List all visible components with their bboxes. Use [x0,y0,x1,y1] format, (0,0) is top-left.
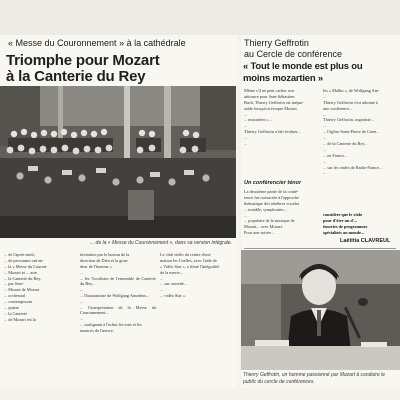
body-text-line: ... [80,269,84,275]
body-text-line: ... l'interprétation de la Messe du Couronnement... [80,304,156,316]
body-text-line: ... la Canterie du Rey, [4,275,42,281]
body-text-line: ... [160,275,164,281]
body-text-line: ... [244,212,248,218]
speaker-portrait-photo [241,250,400,370]
body-text-line: mation les Uselles, avec l'aide de [160,257,217,263]
left-article-body-column-3 [160,252,234,388]
body-text-line: Thierry Geffrotin s'est adonné à [323,99,378,105]
body-text-line: spécialisés au monde... [323,229,365,235]
body-text-line: Bach, Thierry Geffrotin est inépui- [244,99,304,105]
body-text-line: Pour une soirée... [244,230,274,236]
body-text-line: sable lorsqu'on évoque Mozart. [244,105,298,111]
right-article-subheading: Un conférencier ténor [244,180,302,186]
body-text-line: ... [323,158,327,164]
body-text-line: ... contemporain [4,299,32,305]
right-article-headline-line-2: moins mozartien » [243,73,324,84]
body-text-line: ... les Vocalistes de l'ensemble de Canterie du Rey... [80,275,156,287]
body-text-line: ... [323,93,327,99]
article-signature: Laëtitia CLAVREUL [340,238,391,244]
body-text-line: invitation par le bureau de la [80,252,130,257]
body-text-line: ... [160,287,164,293]
body-text-line: ... la « Messe du Couron- [4,263,48,269]
speaker-photo-caption: Thierry Geffrotin, un homme passionné par Mozart à conduire le public du cercle de conférences. [243,372,386,385]
left-article-headline-line-1: Triomphe pour Mozart [6,52,160,69]
body-text-line: ... mozartien »... [244,117,272,123]
body-text-line: rence fut consacrée à l'approche [244,194,299,200]
body-text-line: de la messe... [160,269,184,275]
left-article-body-column-2 [80,252,156,388]
body-text-line: ... [244,111,248,117]
left-article-kicker: « Messe du Couronnement » à la cathédrale [8,38,186,48]
body-text-line: ... [244,135,248,141]
right-article-kicker-line-2: au Cercle de conférence [244,49,343,59]
body-text-line: ... [80,316,84,322]
body-text-line: une conférence... [323,105,353,111]
choir-photo-caption: ... de la « Messe du Couronnement », dans sa version intégrale. [90,240,233,246]
body-text-line: ... [323,146,327,152]
left-article-body-column-1 [4,252,76,388]
body-text-line: La deuxième partie de la confé- [244,189,299,194]
body-text-line: Même s'il ne peut cacher son [244,88,294,93]
body-text-line: ... de la Canterie du Rey... [323,141,368,147]
body-text-line: ... l'église Saint-Pierre de Caen... [323,129,380,135]
right-article-headline-line-1: « Tout le monde est plus ou [243,61,363,72]
body-text-line: ... Mozart de Mozart [4,287,40,293]
body-text-line: Thierry Geffrotin, organiste... [323,117,374,123]
body-text-line: ... orchestral [4,293,26,299]
scan-top-margin [0,0,400,35]
body-text-line: ... de l'aprés-midi, [4,252,35,257]
body-text-line: ... populaire de la musique de [244,218,295,224]
body-text-line: ... [323,111,327,117]
right-article-body-column-2-bold-passage [323,212,399,236]
body-text-line: ... sur cassette... [160,281,188,287]
body-text-line: ... [80,287,84,293]
body-text-line: ... par Jean- [4,281,24,287]
body-text-line: Thierry Geffrotin a fait évoluer... [244,129,301,135]
body-text-line: « Vidéo Star », a filmé l'intégralité [160,263,220,269]
body-text-line: ... l'humanisme de Wolfgang Amadeus... [80,292,150,298]
body-text-line: thématique des ténèbres vocales [244,200,300,206]
speaker-portrait-drawing [241,250,400,370]
body-text-line: les « Mallin », de Wolfgang Am- [323,88,380,93]
body-text-line: ... la Canterie [4,310,28,316]
body-text-line: ... sur les ondes de Radio-France... [323,164,383,170]
body-text-line: ... Mozart et ... acte [4,269,38,275]
choir-concert-photo-drawing [0,86,236,238]
body-text-line: ... [244,123,248,129]
body-text-line: attirance pour Jean-Sébastien [244,93,295,99]
body-text-line: pour d'être un d'... [323,217,358,223]
body-text-line: considère que le violo [323,212,363,217]
body-text-line: nuances de l'œuvre. [80,327,114,333]
body-text-line: ... [323,135,327,141]
body-text-line: ... en France... [323,152,348,158]
right-article-body-column-2 [323,88,399,210]
right-article-body-column-1-bottom [244,189,320,247]
left-article-headline-line-2: à la Canterie du Rey [6,68,146,85]
body-text-line: ... vidéo Star ». [160,293,187,299]
body-text-line: ... de personnes ont en- [4,257,44,263]
body-text-line: ... de Mozart est la [4,316,36,322]
body-text-line: ... [323,123,327,129]
right-article-divider [244,248,396,249]
body-text-line: ... quatre [4,305,20,311]
body-text-line: deur de l'homme » [80,263,112,269]
body-text-line: Mozart... avec Mozart. [244,224,284,230]
right-article-body-column-1-top [244,88,320,176]
right-article-kicker-line-1: Thierry Geffrotin [244,38,309,48]
body-text-line: direction de Dieu et la gran- [80,257,129,263]
body-text-line: tisseries de programmes [323,223,368,229]
body-text-line: ... [80,298,84,304]
body-text-line: ... [323,170,327,176]
body-text-line: ... [244,141,248,147]
choir-concert-photo [0,86,236,238]
body-text-line: ... soulignant à l'infini les tons et les [80,322,142,328]
body-text-line: Le club vidéo du centre d'ani- [160,252,212,257]
body-text-line: ... notable, symphonies... [244,206,287,212]
